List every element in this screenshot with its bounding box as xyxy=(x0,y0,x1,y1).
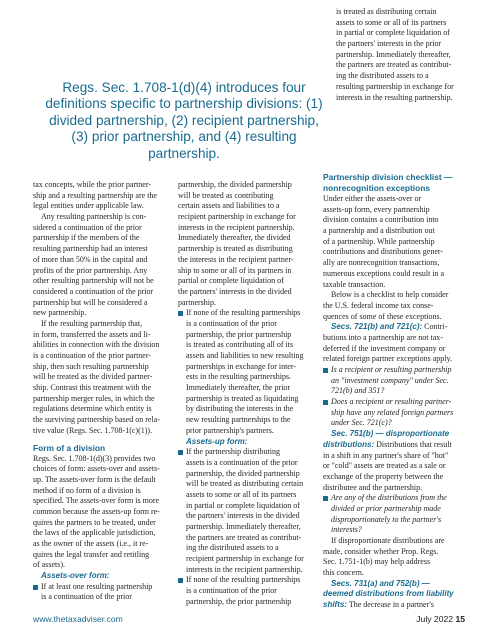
text-line: in a shift in any partner's share of "hot" xyxy=(323,450,449,460)
text-line: as the owner of the assets (i.e., it re- xyxy=(33,539,149,548)
bullet-text: Is a recipient or resulting partnership xyxy=(331,365,452,374)
text-line: resulting partnership in exchange for xyxy=(336,81,454,91)
text-line: partnership is treated as liquidating xyxy=(186,393,299,403)
text-line: specified. The assets-over form is more xyxy=(33,496,160,506)
inline-heading-sec-731: deemed distributions from liability xyxy=(323,589,454,599)
text-line: sidered a continuation of the prior xyxy=(33,222,142,232)
text-line: common because the assets-up form re- xyxy=(33,506,160,516)
bullet-text: If the partnership distributing xyxy=(186,447,280,457)
text-line: the partners are treated as contribut- xyxy=(336,60,452,70)
bullet-line xyxy=(33,582,173,593)
text-line: ship and a resulting partnership are the xyxy=(33,190,157,200)
text-line: other resulting partnership will not be xyxy=(33,276,154,286)
text-line: ing the distributed assets to a xyxy=(336,71,429,81)
footer-website-link[interactable]: www.thetaxadviser.com xyxy=(33,614,123,624)
text-line: interests in the resulting partnership. xyxy=(336,92,453,102)
text-line xyxy=(323,440,465,451)
text-line: disproportionately to the partner's xyxy=(331,514,442,524)
bullet-square-icon xyxy=(178,578,183,583)
text-line: partnership. Immediately thereafter, xyxy=(336,49,451,59)
text-line: assets-up form, every partnership xyxy=(323,204,430,214)
text-line xyxy=(323,579,465,590)
text-line: Regs. Sec. 1.708-1(d)(3) provides two xyxy=(33,453,156,463)
text-line: certain assets and liabilities to a xyxy=(178,201,280,211)
inline-heading-sec-751: distributions: xyxy=(323,439,375,449)
text-line: the partners are treated as contribut- xyxy=(186,532,302,542)
text-line: resulting partnership had an interest xyxy=(33,244,148,254)
text-line: division contains a contribution into xyxy=(323,215,439,225)
text-line: is a continuation of the prior xyxy=(186,318,277,328)
bullet-line xyxy=(323,493,465,504)
text-line: prior partnership's partners. xyxy=(186,425,274,435)
text-line: assets is a continuation of the prior xyxy=(186,457,298,467)
text-line: method if no form of a division is xyxy=(33,485,141,495)
text-line: of a partnership. While partnership xyxy=(323,236,435,246)
text-line: related foreign partner exceptions apply. xyxy=(323,354,452,364)
footer-date: July 2022 xyxy=(416,614,454,624)
text-line: distributee and the partnership. xyxy=(323,482,423,492)
bullet-line xyxy=(178,575,318,586)
text-line: or "cold" assets are treated as a sale or xyxy=(323,461,446,471)
text-line: partnership merger rules, in which the xyxy=(33,393,155,403)
bullet-text: If at least one resulting partnership xyxy=(41,581,153,591)
bullet-line xyxy=(178,308,318,319)
pull-quote-line: partnership. xyxy=(148,145,220,161)
text-line: is a continuation of the prior xyxy=(41,592,132,602)
text-line: new partnership. xyxy=(33,308,87,318)
text-line: Immediately thereafter, the divided xyxy=(178,233,291,243)
text-line: choices of form: assets-over and assets- xyxy=(33,464,160,474)
text-line: butions into a partnership are not tax- xyxy=(323,332,443,342)
text-line xyxy=(323,600,465,611)
subheading-assets-over: Assets-over form: xyxy=(41,571,110,581)
text-line: interests? xyxy=(331,525,362,535)
text-line: is a continuation of the prior partner- xyxy=(33,351,152,360)
text-line: recipient partnership in exchange for xyxy=(186,554,304,564)
inline-heading-sec-731: Secs. 731(a) and 752(b) — xyxy=(331,578,430,588)
bullet-square-icon xyxy=(323,496,328,501)
text-line: Any resulting partnership is con- xyxy=(41,212,147,222)
text-line: assets to some or all of its partners xyxy=(186,489,297,499)
text-line: ally are nonrecognition transactions, xyxy=(323,258,440,268)
text-line: tax concepts, while the prior partner- xyxy=(33,180,152,189)
text-line: ship. Contrast this treatment with the xyxy=(33,383,152,393)
text-line: Under either the assets-over or xyxy=(323,194,422,203)
text-line: up. The assets-over form is the default xyxy=(33,474,156,484)
text-line: deferred if the investment company or xyxy=(323,343,446,353)
text-line: abilities in connection with the division xyxy=(33,340,160,350)
text-line xyxy=(323,429,465,440)
text-line: recipient partnership in exchange for xyxy=(178,212,296,222)
inline-heading-sec-731: shifts: xyxy=(323,600,347,610)
text-line xyxy=(323,322,465,333)
text-line: will be treated as contributing xyxy=(178,190,274,200)
text-line: partnership, the divided partnership xyxy=(186,468,300,478)
text-line: ship have any related foreign partners xyxy=(331,407,454,417)
text-line: quires the partners to be treated, under xyxy=(33,517,156,527)
text-line: in partial or complete liquidation of xyxy=(336,28,450,38)
text-line: partnership. Immediately thereafter, xyxy=(186,522,301,532)
text-line: the interests in the recipient partner- xyxy=(178,254,294,264)
checklist-heading: Partnership division checklist — xyxy=(323,172,453,182)
bullet-line xyxy=(323,365,465,376)
text-line: considered a continuation of the prior xyxy=(33,286,154,296)
column-1 xyxy=(33,180,173,603)
text-line: assets and liabilities to new resulting xyxy=(186,351,304,360)
page-footer xyxy=(33,612,465,626)
text-line: new resulting partnerships to the xyxy=(186,415,291,425)
text-line: ship, then such resulting partnership xyxy=(33,361,149,371)
text-line: assets to some or all of its partners xyxy=(336,17,447,27)
bullet-square-icon xyxy=(33,585,38,590)
bullet-line xyxy=(178,447,318,458)
text-line: ship to some or all of its partners in xyxy=(178,265,292,275)
section-heading-form-of-division: Form of a division xyxy=(33,442,106,453)
text-line: partnership but will be considered a xyxy=(33,297,148,307)
text-line: If the resulting partnership that, xyxy=(41,318,143,328)
text-line: partnership if the members of the xyxy=(33,233,140,243)
pull-quote-line: divided partnership, (2) recipient partnership, xyxy=(49,112,319,128)
text-line: profits of the prior partnership. Any xyxy=(33,265,148,275)
pull-quote-line: (3) prior partnership, and (4) resulting xyxy=(71,129,297,145)
text-line: ests in the resulting partnerships. xyxy=(186,372,292,382)
text-line: will be treated as the divided partner- xyxy=(33,372,153,382)
text-line: tive value (Regs. Sec. 1.708-1(c)(1)). xyxy=(33,425,153,435)
text-line: in partial or complete liquidation of xyxy=(186,500,300,510)
text-line: an "investment company" under Sec. xyxy=(331,375,449,385)
text-line: partnerships in exchange for inter- xyxy=(186,361,297,371)
text-line: partnership, the prior partnership xyxy=(186,329,292,339)
text-line: contributions and distributions gener- xyxy=(323,247,444,257)
pull-quote-line: Regs. Sec. 1.708-1(d)(4) introduces four xyxy=(62,80,306,95)
text-line: partnership. xyxy=(178,297,216,307)
text-line xyxy=(323,589,465,600)
text-line: partial or complete liquidation of xyxy=(178,276,284,286)
text-line: interests in the recipient partnership. xyxy=(178,222,295,232)
bullet-square-icon xyxy=(178,450,183,455)
text-line: the surviving partnership based on rela- xyxy=(33,415,160,425)
text-line: in form, transferred the assets and li- xyxy=(33,329,151,339)
text-line: of assets). xyxy=(33,560,65,570)
text-line: partnership, the divided partnership xyxy=(178,180,292,189)
text-line: interests in the recipient partnership. xyxy=(186,564,303,574)
text-line: made, consider whether Prop. Regs. xyxy=(323,546,439,556)
bullet-square-icon xyxy=(178,311,183,316)
bullet-line xyxy=(323,397,465,408)
column-3 xyxy=(323,172,465,611)
text-line: Below is a checklist to help consider xyxy=(331,290,449,300)
inline-text: The decrease in a partner's xyxy=(347,600,434,610)
text-line: ing the distributed assets to a xyxy=(186,543,279,553)
bullet-text: Does a recipient or resulting partner- xyxy=(331,397,452,407)
footer-issue-and-page xyxy=(416,612,465,626)
text-line: numerous exceptions could result in a xyxy=(323,268,445,278)
text-line: the U.S. federal income tax conse- xyxy=(323,300,434,310)
inline-heading-sec-751: Sec. 751(b) — disproportionate xyxy=(331,429,450,439)
footer-page-number: 15 xyxy=(455,614,465,624)
text-line: If disproportionate distributions are xyxy=(331,536,445,545)
text-line: taxable transaction. xyxy=(323,279,386,289)
inline-text: Distributions that result xyxy=(374,439,452,449)
inline-text: Contri- xyxy=(422,322,448,332)
text-line: the partners' interests in the divided xyxy=(186,511,300,521)
text-line: a partnership and a distribution out xyxy=(323,226,435,236)
bullet-square-icon xyxy=(323,368,328,373)
text-line: partnership is treated as distributing xyxy=(178,244,293,254)
bullet-text: Are any of the distributions from the xyxy=(331,493,447,503)
text-line: the partners' interests in the divided xyxy=(178,286,292,296)
text-line: is a continuation of the prior xyxy=(186,586,277,596)
bullet-square-icon xyxy=(323,400,328,405)
checklist-heading: nonrecognition exceptions xyxy=(323,183,431,193)
text-line: legal entities under applicable law. xyxy=(33,201,144,211)
text-line: will be treated as distributing certain xyxy=(186,479,304,489)
text-line: divided or prior partnership made xyxy=(331,503,441,513)
text-line: regulations determine which entity is xyxy=(33,404,152,414)
text-line: the partners' interests in the prior xyxy=(336,39,442,49)
text-line: Sec. 1.751-1(b) may help address xyxy=(323,557,431,567)
pull-quote-line: definitions specific to partnership divisions: (1) xyxy=(45,96,323,112)
text-line: quences of some of these exceptions. xyxy=(323,311,442,321)
text-line: exchange of the property between the xyxy=(323,471,444,481)
pull-quote xyxy=(40,80,328,162)
bullet-text: If none of the resulting partnerships xyxy=(186,308,301,318)
column-2 xyxy=(178,180,318,608)
text-line: quires the legal transfer and retitling xyxy=(33,549,150,559)
column-3-top-text xyxy=(336,7,466,103)
text-line: under Sec. 721(c)? xyxy=(331,418,392,428)
text-line: by distributing the interests in the xyxy=(186,404,294,414)
bullet-text: If none of the resulting partnerships xyxy=(186,575,301,585)
subheading-assets-up: Assets-up form: xyxy=(186,436,248,446)
inline-heading-sec-721: Secs. 721(b) and 721(c): xyxy=(331,322,423,332)
text-line: partnership, the prior partnership xyxy=(186,596,292,606)
text-line: 721(b) and 351? xyxy=(331,386,385,396)
text-line: of more than 50% in the capital and xyxy=(33,254,148,264)
text-line: Immediately thereafter, the prior xyxy=(186,383,291,393)
text-line: is treated as distributing certain xyxy=(336,7,437,16)
text-line: is treated as contributing all of its xyxy=(186,340,294,350)
text-line: the laws of the applicable jurisdiction, xyxy=(33,528,156,538)
text-line: this concern. xyxy=(323,568,364,578)
